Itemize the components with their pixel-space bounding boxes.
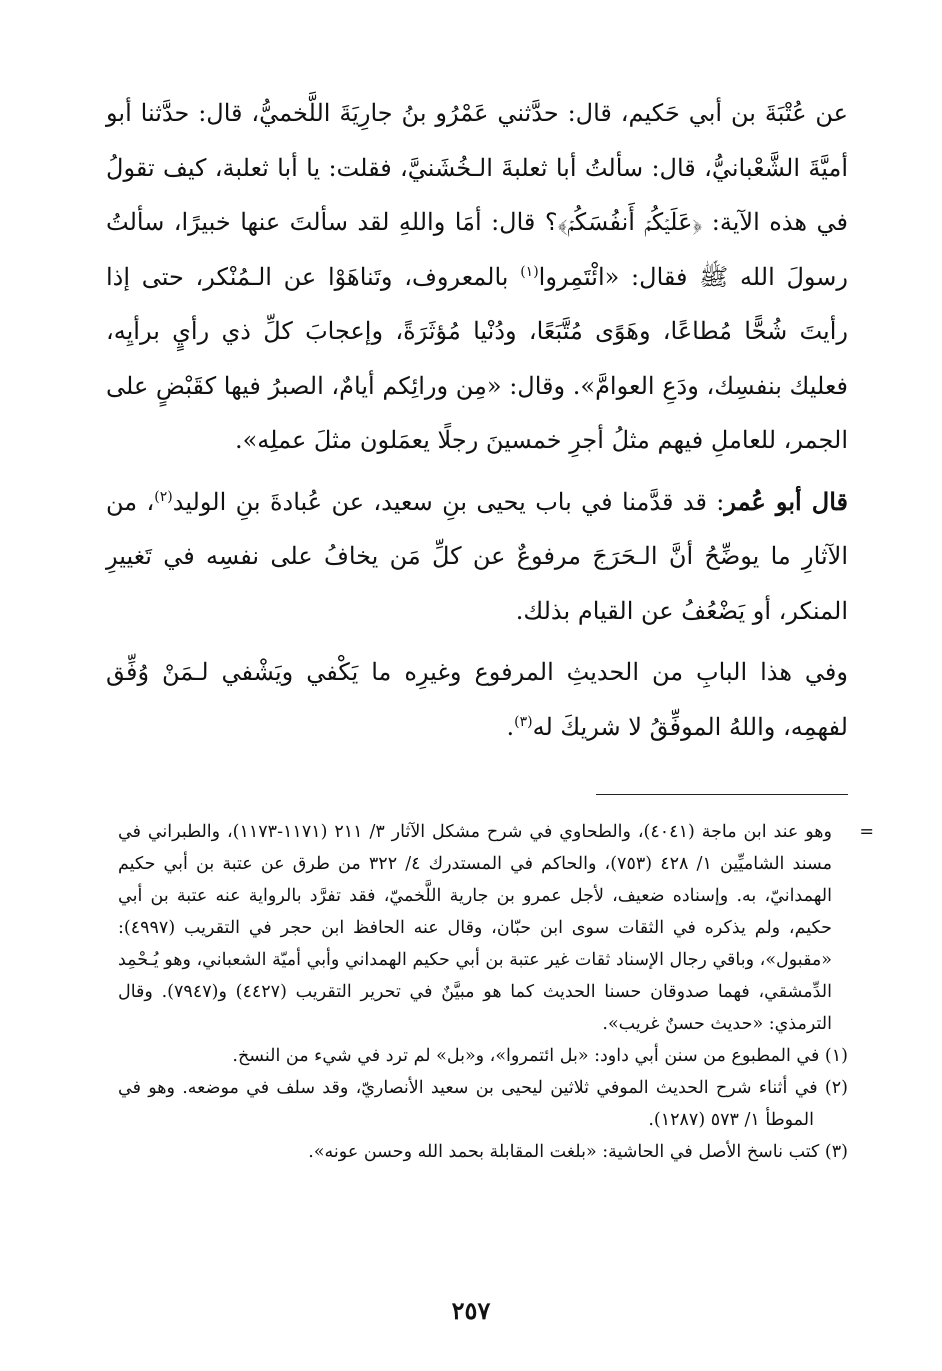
- footnotes: [118, 816, 874, 1168]
- footnote-divider: [596, 794, 848, 795]
- continuation-marker: =: [859, 822, 874, 842]
- paragraph-2-text: : قد قدَّمنا في باب يحيى بنِ سعيد، عن عُبادةَ بنِ الوليد: [172, 487, 725, 516]
- paragraph-3-tail: .: [506, 712, 515, 741]
- footnote-continuation: [118, 816, 874, 1040]
- paragraph-2: [106, 475, 848, 639]
- footnote-ref-1: (١): [520, 263, 539, 280]
- paragraph-2-lead: قال أبو عُمر: [724, 486, 848, 516]
- paragraph-1-tail: بالمعروف، وتَناهَوْا عن الـمُنْكر، حتى إذا رأيتَ شُحًّا مُطاعًا، وهَوًى مُتَّبَعًا، ودُنْيا مُؤثَرَةً، وإعجابَ كلِّ ذي رأيٍ برأيِه، فعليك بنفسِك، ودَعِ العوامَّ». وقال: «مِن ورائِكم أيامٌ، الصبرُ فيها كقَبْضٍ على الجمر، للعاملِ فيهم مثلُ أجرِ خمسينَ رجلًا يعمَلون مثلَ عملِه».: [106, 262, 848, 454]
- paragraph-3-text: وفي هذا البابِ من الحديثِ المرفوع وغيرِه ما يَكْفي ويَشْفي لـمَنْ وُفِّق لفهمِه، واللهُ الموفِّقُ لا شريكَ له: [106, 658, 848, 741]
- footnote-ref-2: (٢): [154, 488, 173, 505]
- paragraph-3: [106, 645, 848, 754]
- footnote-ref-3: (٣): [514, 713, 533, 730]
- paragraph-1-text: عن عُتْبَةَ بن أبي حَكيم، قال: حدَّثني عَمْرُو بنُ جارِيَةَ اللَّخميُّ، قال: حدَّثنا أبو أميَّةَ الشَّعْبانيُّ، قال: سألتُ أبا ثعلبةَ الـخُشَنيَّ، فقلت: يا أبا ثعلبة، كيف تقولُ في هذه الآية: ﴿عَلَيۡكُمۡ أَنفُسَكُمۡ﴾؟ قال: أمَا واللهِ لقد سألتَ عنها خبيرًا، سألتُ رسولَ الله ﷺ فقال: «ائْتَمِروا: [106, 99, 849, 291]
- page-number: ٢٥٧: [451, 1296, 491, 1325]
- footnote-2: (٢) في أثناء شرح الحديث الموفي ثلاثين ليحيى بن سعيد الأنصاريّ، وقد سلف في موضعه. وهو في الموطأ ١/ ٥٧٣ (١٢٨٧).: [118, 1078, 848, 1130]
- paragraph-2-tail: ، من الآثارِ ما يوضِّحُ أنَّ الـحَرَجَ مرفوعٌ عن كلِّ مَن يخافُ على نفسِه في تَغييرِ المنكر، أو يَضْعُفُ عن القيام بذلك.: [106, 487, 848, 625]
- footnote-3: (٣) كتب ناسخ الأصل في الحاشية: «بلغت المقابلة بحمد الله وحسن عونه».: [308, 1142, 848, 1162]
- footnote-1: (١) في المطبوع من سنن أبي داود: «بل ائتمروا»، و«بل» لم ترد في شيء من النسخ.: [232, 1046, 848, 1066]
- paragraph-1: [106, 86, 848, 468]
- footnote-continuation-text: وهو عند ابن ماجة (٤٠٤١)، والطحاوي في شرح مشكل الآثار ٣/ ٢١١ (١١٧١-١١٧٣)، والطبراني في مسند الشاميِّين ١/ ٤٢٨ (٧٥٣)، والحاكم في المستدرك ٤/ ٣٢٢ من طرق عن عتبة بن أبي حكيم الهمدانيّ، به. وإسناده ضعيف، لأجل عمرو بن جارية اللَّخميّ، فقد تفرَّد بالرواية عنه عتبة بن أبي حكيم، ولم يذكره في الثقات سوى ابن حبّان، وقال عنه الحافظ ابن حجر في التقريب (٤٩٩٧): «مقبول»، وباقي رجال الإسناد ثقات غير عتبة بن أبي حكيم الهمداني وأبي أميّة الشعباني، وهو يُـحْمِد الدِّمشقي، فهما صدوقان حسنا الحديث كما هو مبيَّنٌ في تحرير التقريب (٤٤٢٧) و(٧٩٤٧). وقال الترمذي: «حديث حسنٌ غريب».: [118, 822, 832, 1034]
